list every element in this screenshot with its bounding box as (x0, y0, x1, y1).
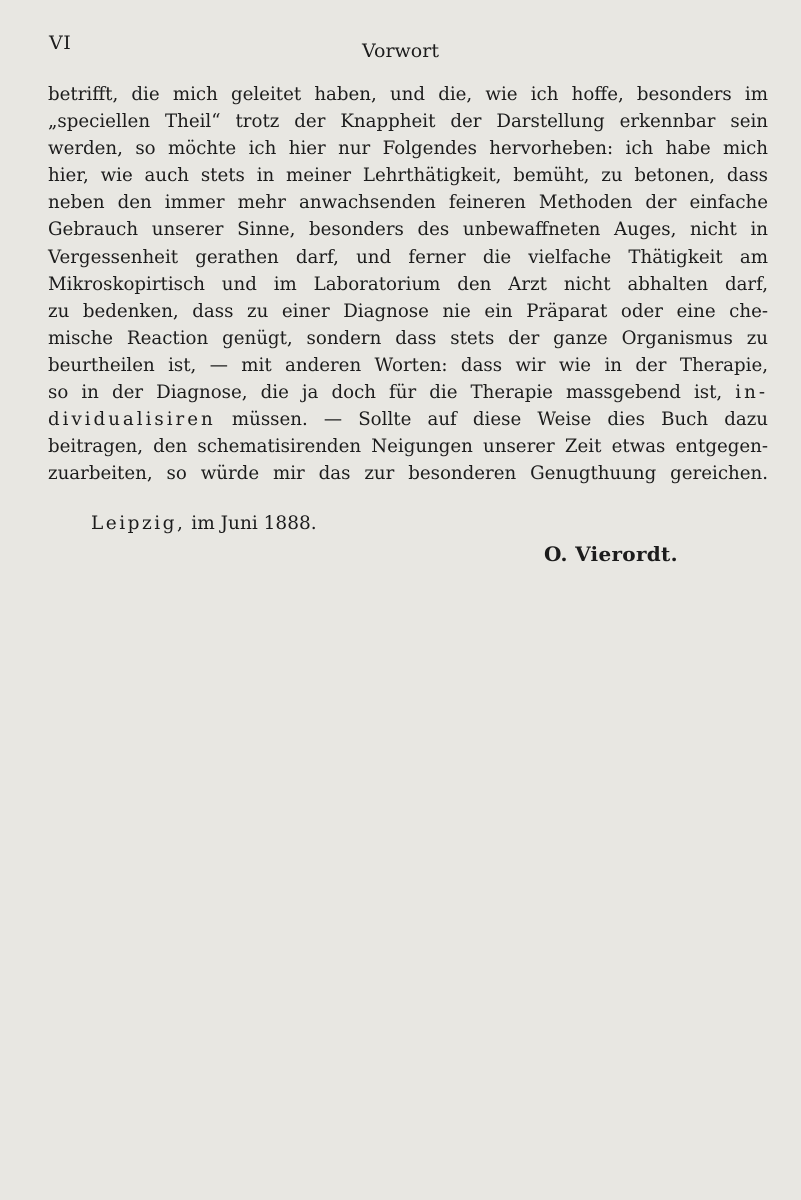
text-line: betrifft, die mich geleitet haben, und die, wie ich hoffe, besonders im (48, 84, 768, 105)
text-line: beitragen, den schematisirenden Neigungen unserer Zeit etwas entgegen- (48, 436, 768, 458)
text-line: neben den immer mehr anwachsenden feineren Methoden der einfache (48, 192, 768, 214)
text-line: mische Reaction genügt, sondern dass stets der ganze Organismus zu (48, 327, 768, 349)
text-line: Gebrauch unserer Sinne, besonders des unbewaffneten Auges, nicht in (48, 219, 768, 241)
spaced-word: dividualisiren (48, 409, 216, 431)
text-line: Vergessenheit gerathen darf, und ferner die vielfache Thätigkeit am (48, 246, 768, 268)
preface-paragraph (48, 81, 768, 487)
text-line-with-spaced (48, 406, 768, 433)
text-line: „speciellen Theil“ trotz der Knappheit der Darstellung erkennbar sein (48, 111, 768, 133)
text-line: beurtheilen ist, — mit anderen Worten: dass wir wie in der Therapie, (48, 354, 768, 376)
date: im Juni 1888. (185, 513, 317, 534)
text-line: Mikroskopirtisch und im Laboratorium den Arzt nicht abhalten darf, (48, 273, 768, 295)
text-line-rest: müssen. — Sollte auf diese Weise dies Buch dazu (215, 409, 768, 431)
spaced-word: in- (735, 382, 768, 404)
text-line: werden, so möchte ich hier nur Folgendes hervorheben: ich habe mich (48, 138, 768, 160)
page-number: VI (49, 32, 72, 54)
text-line: zu bedenken, dass zu einer Diagnose nie ein Präparat oder eine che- (48, 300, 768, 322)
place: Leipzig, (91, 513, 186, 534)
text-line: zuarbeiten, so würde mir das zur besonderen Genugthuung gereichen. (48, 463, 768, 485)
place-and-date (91, 513, 317, 534)
text-line-start: so in der Diagnose, die ja doch für die Therapie massgebend ist, (48, 382, 723, 404)
author-signature: O. Vierordt. (544, 542, 678, 566)
text-line: hier, wie auch stets in meiner Lehrthätigkeit, bemüht, zu betonen, dass (48, 165, 768, 187)
text-line-with-spaced (48, 379, 768, 406)
running-head: Vorwort (362, 40, 439, 62)
